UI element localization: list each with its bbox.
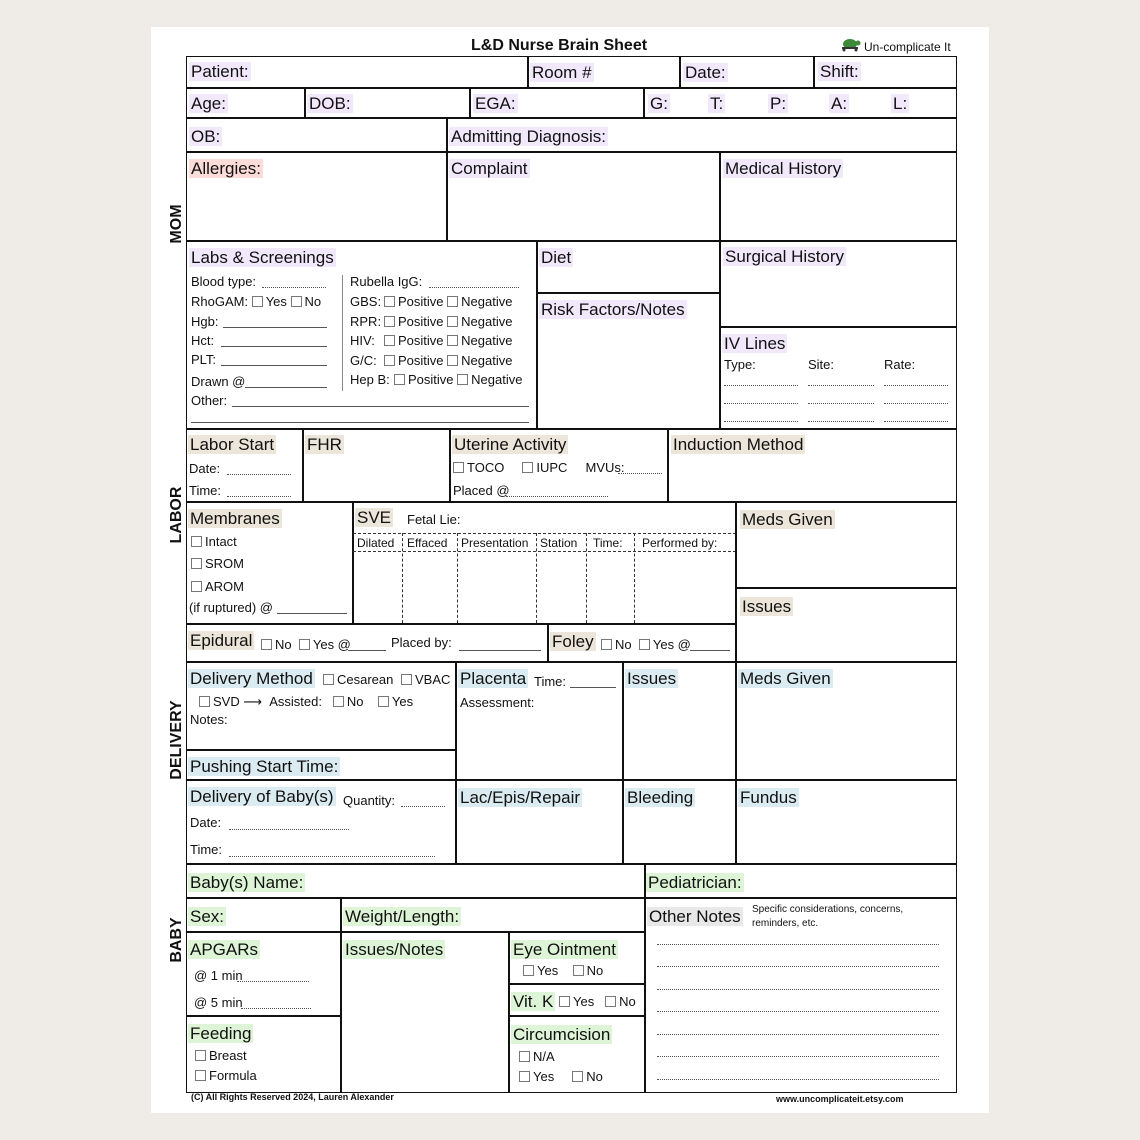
feeding-box[interactable] xyxy=(186,1015,342,1093)
breast-option[interactable]: Breast xyxy=(195,1049,247,1062)
g-label: G: xyxy=(650,94,668,113)
date-field[interactable] xyxy=(679,56,815,89)
foley-yes-checkbox[interactable] xyxy=(639,639,650,650)
plt-label: PLT: xyxy=(191,352,217,367)
date-label: Date: xyxy=(685,63,726,82)
section-mom: MOM xyxy=(168,204,185,244)
assisted-yes-checkbox[interactable] xyxy=(378,696,389,707)
lac-epis-label: Lac/Epis/Repair xyxy=(460,788,581,807)
labor-meds-label: Meds Given xyxy=(742,510,833,529)
fetal-lie-label: Fetal Lie: xyxy=(407,512,461,527)
cesarean-option[interactable]: Cesarean xyxy=(323,673,393,686)
baby-name-box[interactable] xyxy=(186,863,646,899)
sve-box[interactable] xyxy=(352,501,737,625)
delivery-baby-label: Delivery of Baby(s) xyxy=(190,787,334,806)
hct-label: Hct: xyxy=(191,333,215,348)
pediatrician-label: Pediatrician: xyxy=(648,873,742,892)
iv-site-label: Site: xyxy=(808,357,835,372)
sheet-title: L&D Nurse Brain Sheet xyxy=(471,37,648,54)
epidural-yes-checkbox[interactable] xyxy=(299,639,310,650)
room-field[interactable] xyxy=(527,56,681,89)
gc-row: G/C: Positive Negative xyxy=(350,353,513,368)
labor-issues-box[interactable] xyxy=(735,587,957,663)
ega-field[interactable] xyxy=(469,87,645,119)
iupc-checkbox[interactable] xyxy=(522,462,533,473)
vitk-label: Vit. K xyxy=(513,992,554,1011)
a-label: A: xyxy=(831,94,848,113)
gtpal-field[interactable] xyxy=(643,87,957,119)
rhogam-no-checkbox[interactable] xyxy=(291,296,302,307)
fhr-box[interactable] xyxy=(302,428,451,503)
pushing-start-box[interactable] xyxy=(186,749,457,781)
assisted-no-checkbox[interactable] xyxy=(333,696,344,707)
brand-logo xyxy=(839,38,861,56)
risk-factors-label: Risk Factors/Notes xyxy=(541,300,685,319)
eye-options: Yes No xyxy=(523,964,603,977)
delivery-method-label: Delivery Method xyxy=(190,669,313,688)
rhogam-yes-checkbox[interactable] xyxy=(252,296,263,307)
circ-na-option[interactable]: N/A xyxy=(519,1050,555,1063)
placed-label: Placed @ xyxy=(453,483,510,498)
other-notes-label: Other Notes xyxy=(649,907,741,926)
hepb-positive-checkbox[interactable] xyxy=(394,374,405,385)
circ-options: Yes No xyxy=(519,1070,603,1083)
circumcision-label: Circumcision xyxy=(513,1025,611,1044)
section-baby: BABY xyxy=(168,917,185,963)
vbac-option[interactable]: VBAC xyxy=(401,673,450,686)
epidural-box[interactable] xyxy=(186,623,549,663)
ega-label: EGA: xyxy=(475,94,516,113)
delivery-issues-label: Issues xyxy=(627,669,677,688)
labs-label: Labs & Screenings xyxy=(191,248,334,267)
eye-yes-checkbox[interactable] xyxy=(523,965,534,976)
admitting-label: Admitting Diagnosis: xyxy=(451,127,606,146)
sex-box[interactable] xyxy=(186,897,342,933)
surgical-history-label: Surgical History xyxy=(725,247,845,266)
delivery-date-label: Date: xyxy=(190,815,222,830)
eye-ointment-box[interactable] xyxy=(508,931,646,985)
srom-option[interactable]: SROM xyxy=(191,557,244,570)
brain-sheet xyxy=(151,27,989,1113)
apgar-5min-label: @ 5 min xyxy=(194,995,243,1010)
weight-length-label: Weight/Length: xyxy=(345,907,460,926)
website-link[interactable]: www.uncomplicateit.etsy.com xyxy=(776,1094,904,1104)
toco-checkbox[interactable] xyxy=(453,462,464,473)
apgars-box[interactable] xyxy=(186,931,342,1017)
sex-label: Sex: xyxy=(190,907,225,926)
sve-col-effaced: Effaced xyxy=(407,536,448,550)
complaint-box[interactable] xyxy=(446,151,721,242)
pushing-start-label: Pushing Start Time: xyxy=(190,757,339,776)
rpr-negative-checkbox[interactable] xyxy=(447,316,458,327)
foley-options: No Yes @ xyxy=(601,638,691,651)
labor-meds-box[interactable] xyxy=(735,501,957,589)
placenta-box[interactable] xyxy=(455,661,624,781)
ob-label: OB: xyxy=(191,127,221,146)
sve-col-time: Time: xyxy=(593,536,623,550)
delivery-method-box[interactable] xyxy=(186,661,457,751)
labor-time-label: Time: xyxy=(189,483,222,498)
bleeding-label: Bleeding xyxy=(627,788,694,807)
pediatrician-box[interactable] xyxy=(644,863,957,899)
delivery-baby-box[interactable] xyxy=(186,779,457,865)
induction-method-label: Induction Method xyxy=(673,435,804,454)
l-label: L: xyxy=(893,94,908,113)
hiv-negative-checkbox[interactable] xyxy=(447,335,458,346)
surgical-history-box[interactable] xyxy=(719,240,957,328)
labor-issues-label: Issues xyxy=(742,597,792,616)
labor-start-label: Labor Start xyxy=(190,435,275,454)
complaint-label: Complaint xyxy=(451,159,528,178)
other-label: Other: xyxy=(191,393,228,408)
vitk-yes-checkbox[interactable] xyxy=(559,996,570,1007)
hepb-negative-checkbox[interactable] xyxy=(457,374,468,385)
vitk-options: Yes No xyxy=(559,995,636,1008)
risk-factors-box[interactable] xyxy=(536,292,721,430)
epidural-no-checkbox[interactable] xyxy=(261,639,272,650)
copyright: (C) All Rights Reserved 2024, Lauren Alexander xyxy=(191,1092,394,1102)
weight-length-box[interactable] xyxy=(340,897,646,933)
age-field[interactable] xyxy=(186,87,306,119)
vitk-no-checkbox[interactable] xyxy=(605,996,616,1007)
placed-by-label: Placed by: xyxy=(391,635,452,650)
membranes-box[interactable] xyxy=(186,501,354,625)
sve-label: SVE xyxy=(357,508,392,527)
section-labor: LABOR xyxy=(168,486,185,544)
foley-label: Foley xyxy=(552,632,594,651)
turtle-icon xyxy=(839,38,861,52)
p-label: P: xyxy=(770,94,787,113)
patient-label: Patient: xyxy=(191,62,249,81)
intact-option[interactable]: Intact xyxy=(191,535,237,548)
iv-rate-label: Rate: xyxy=(884,357,916,372)
fundus-label: Fundus xyxy=(740,788,797,807)
shift-label: Shift: xyxy=(820,62,859,81)
apgar-1min-label: @ 1 min xyxy=(194,968,243,983)
drawn-label: Drawn @ xyxy=(191,374,246,389)
allergies-label: Allergies: xyxy=(191,159,261,178)
foley-box[interactable] xyxy=(547,623,737,663)
gc-positive-checkbox[interactable] xyxy=(384,355,395,366)
assessment-label: Assessment: xyxy=(460,695,535,710)
iv-type-label: Type: xyxy=(724,357,756,372)
svd-checkbox[interactable] xyxy=(199,696,210,707)
apgars-label: APGARs xyxy=(190,940,259,959)
baby-name-label: Baby(s) Name: xyxy=(190,873,304,892)
labor-start-box[interactable] xyxy=(186,428,304,503)
quantity-label: Quantity: xyxy=(343,793,396,808)
gbs-row: GBS: Positive Negative xyxy=(350,294,513,309)
brand-name: Un-complicate It xyxy=(864,40,951,54)
hiv-positive-checkbox[interactable] xyxy=(384,335,395,346)
induction-method-box[interactable] xyxy=(667,428,957,503)
delivery-notes-label: Notes: xyxy=(190,712,228,727)
uterine-activity-label: Uterine Activity xyxy=(454,435,567,454)
epidural-options: No Yes @ xyxy=(261,638,351,651)
labs-box[interactable] xyxy=(186,240,538,430)
sve-col-dilated: Dilated xyxy=(357,536,395,550)
ruptured-label: (if ruptured) @ xyxy=(189,600,273,615)
rpr-row: RPR: Positive Negative xyxy=(350,314,513,329)
room-label: Room # xyxy=(532,63,592,82)
toco-row: TOCO IUPC MVUs: xyxy=(453,461,625,474)
eye-ointment-label: Eye Ointment xyxy=(513,940,616,959)
rubella-label: Rubella IgG: xyxy=(350,274,423,289)
labor-date-label: Date: xyxy=(189,461,221,476)
gbs-positive-checkbox[interactable] xyxy=(384,296,395,307)
delivery-time-label: Time: xyxy=(190,842,223,857)
blood-type-label: Blood type: xyxy=(191,274,257,289)
other-notes-box[interactable] xyxy=(644,897,957,1093)
other-notes-hint: Specific considerations, concerns, reminders, etc. xyxy=(752,904,904,929)
arom-option[interactable]: AROM xyxy=(191,580,244,593)
membranes-label: Membranes xyxy=(190,509,280,528)
circ-yes-checkbox[interactable] xyxy=(519,1071,530,1082)
hiv-row: HIV: Positive Negative xyxy=(350,333,513,348)
section-delivery: DELIVERY xyxy=(168,700,185,780)
feeding-label: Feeding xyxy=(190,1024,252,1043)
formula-option[interactable]: Formula xyxy=(195,1069,257,1082)
delivery-issues-box[interactable] xyxy=(622,661,737,781)
ob-field[interactable] xyxy=(186,117,448,153)
fundus-box[interactable] xyxy=(735,779,957,865)
baby-issues-label: Issues/Notes xyxy=(345,940,444,959)
rpr-positive-checkbox[interactable] xyxy=(384,316,395,327)
bleeding-box[interactable] xyxy=(622,779,737,865)
diet-box[interactable] xyxy=(536,240,721,294)
gc-negative-checkbox[interactable] xyxy=(447,355,458,366)
dob-field[interactable] xyxy=(304,87,471,119)
hepb-row: Hep B: Positive Negative xyxy=(350,372,523,387)
circumcision-box[interactable] xyxy=(508,1015,646,1093)
placenta-time-label: Time: xyxy=(534,674,567,689)
hgb-label: Hgb: xyxy=(191,314,219,329)
delivery-meds-label: Meds Given xyxy=(740,669,831,688)
placenta-label: Placenta xyxy=(460,669,527,688)
gbs-negative-checkbox[interactable] xyxy=(447,296,458,307)
vitk-box[interactable] xyxy=(508,983,646,1017)
rhogam-row: RhoGAM: Yes No xyxy=(191,294,322,309)
medical-history-label: Medical History xyxy=(725,159,842,178)
circ-no-checkbox[interactable] xyxy=(572,1071,583,1082)
allergies-box[interactable] xyxy=(186,151,448,242)
medical-history-box[interactable] xyxy=(719,151,957,242)
uterine-activity-box[interactable] xyxy=(449,428,669,503)
iv-lines-box[interactable] xyxy=(719,326,957,430)
dob-label: DOB: xyxy=(309,94,351,113)
shift-field[interactable] xyxy=(813,56,957,89)
t-label: T: xyxy=(710,94,724,113)
lac-epis-box[interactable] xyxy=(455,779,624,865)
admitting-field[interactable] xyxy=(446,117,957,153)
sve-col-performed-by: Performed by: xyxy=(642,536,718,550)
epidural-label: Epidural xyxy=(190,631,253,650)
sve-col-station: Station xyxy=(540,536,578,550)
eye-no-checkbox[interactable] xyxy=(573,965,584,976)
sve-col-presentation: Presentation xyxy=(461,536,529,550)
patient-field[interactable] xyxy=(186,56,529,89)
age-label: Age: xyxy=(191,94,226,113)
fhr-label: FHR xyxy=(307,435,342,454)
foley-no-checkbox[interactable] xyxy=(601,639,612,650)
iv-lines-label: IV Lines xyxy=(724,334,786,353)
baby-issues-box[interactable] xyxy=(340,931,510,1093)
svd-row: SVD ⟶ Assisted: No Yes xyxy=(199,695,413,708)
delivery-meds-box[interactable] xyxy=(735,661,957,781)
diet-label: Diet xyxy=(541,248,572,267)
